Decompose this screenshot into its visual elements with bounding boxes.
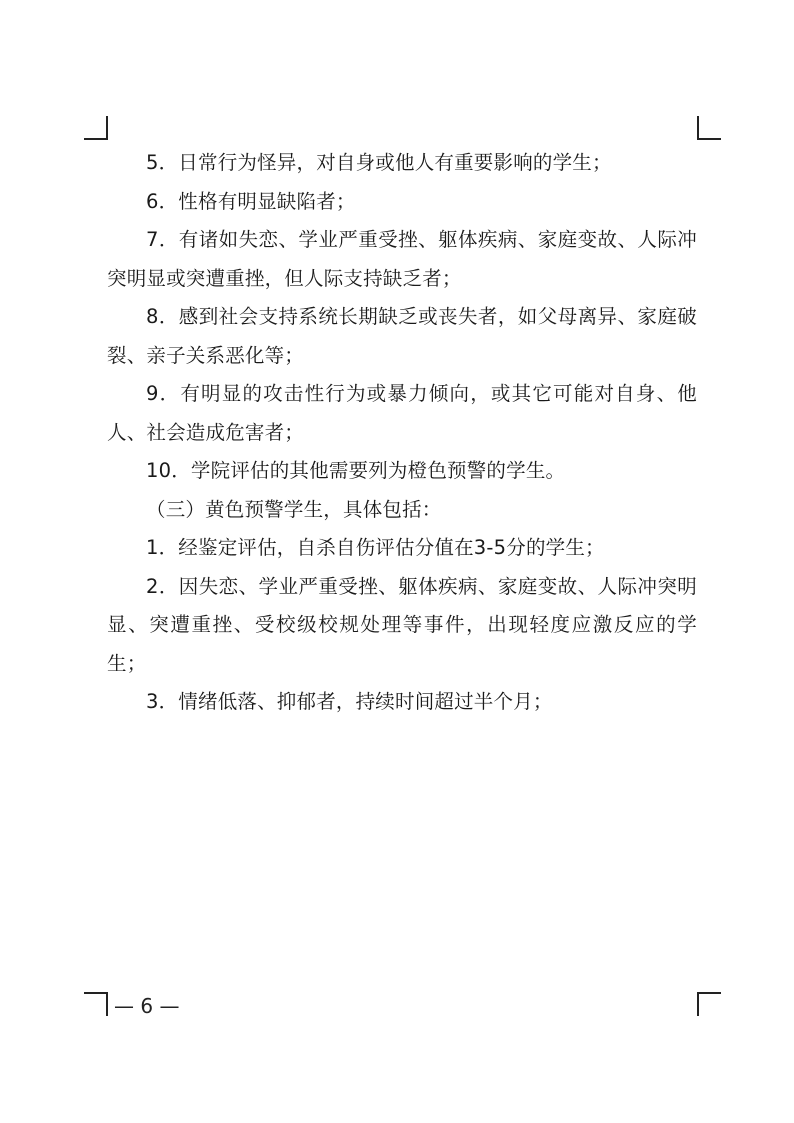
yellow-item-3: 3．情绪低落、抑郁者，持续时间超过半个月； — [146, 690, 553, 713]
crop-mark-bottom-left — [84, 992, 108, 1016]
section-heading-yellow-warning: （三）黄色预警学生，具体包括： — [146, 497, 442, 521]
page-number: — 6 — — [114, 994, 180, 1018]
list-item-5: 5．日常行为怪异，对自身或他人有重要影响的学生； — [146, 151, 612, 174]
yellow-item-2: 2．因失恋、学业严重受挫、躯体疾病、家庭变故、人际冲突明显、突遭重挫、受校级校规处理等事件，出现轻度应激反应的学生； — [107, 574, 697, 675]
crop-mark-top-right — [697, 116, 721, 140]
crop-mark-top-left — [84, 116, 108, 140]
document-body — [107, 144, 697, 722]
list-item-9: 9．有明显的攻击性行为或暴力倾向，或其它可能对自身、他人、社会造成危害者； — [107, 382, 697, 444]
crop-mark-bottom-right — [697, 992, 721, 1016]
list-item-8: 8．感到社会支持系统长期缺乏或丧失者，如父母离异、家庭破裂、亲子关系恶化等； — [107, 305, 697, 367]
list-item-7: 7．有诸如失恋、学业严重受挫、躯体疾病、家庭变故、人际冲突明显或突遭重挫，但人际支持缺乏者； — [107, 228, 697, 290]
list-item-6: 6．性格有明显缺陷者； — [146, 189, 356, 213]
yellow-item-1: 1．经鉴定评估，自杀自伤评估分值在3-5分的学生； — [146, 536, 605, 559]
list-item-10: 10．学院评估的其他需要列为橙色预警的学生。 — [146, 459, 566, 482]
